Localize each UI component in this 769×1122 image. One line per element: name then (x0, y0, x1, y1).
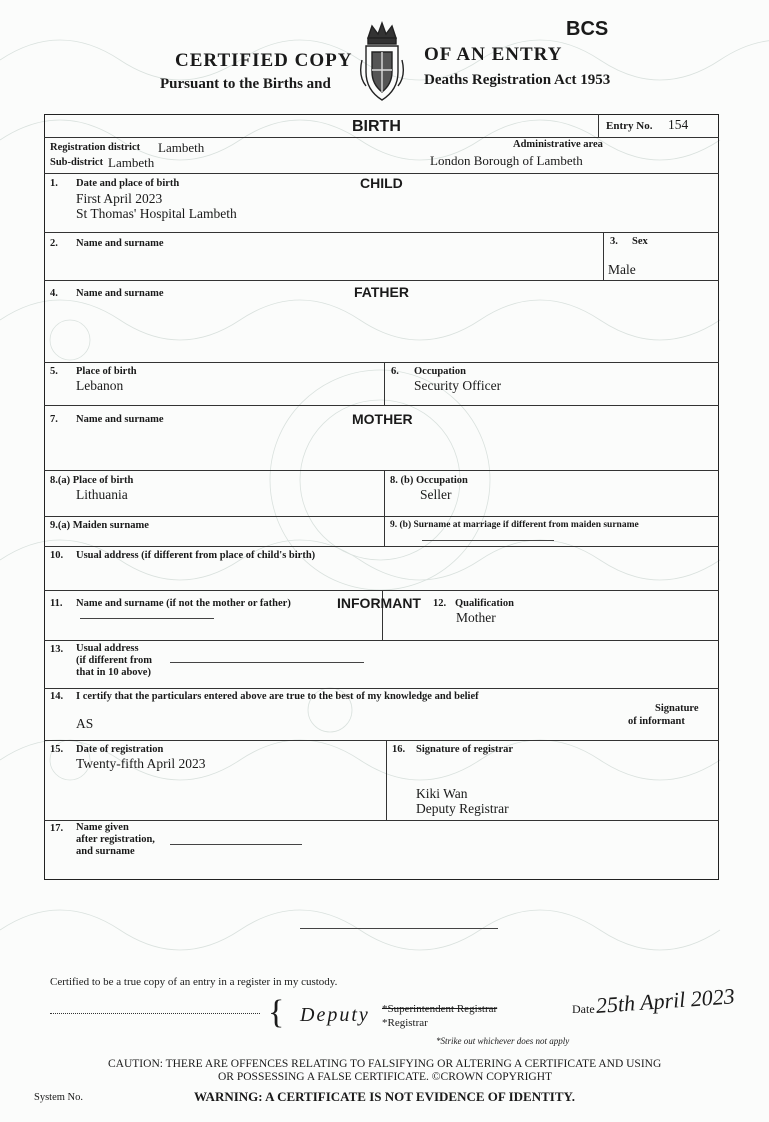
informant-initials-value: AS (76, 716, 94, 731)
sex-value: Male (608, 262, 636, 277)
informant-heading: INFORMANT (337, 595, 421, 611)
certified-statement: Certified to be a true copy of an entry in a register in my custody. (50, 976, 338, 988)
field-16-label: Signature of registrar (416, 744, 514, 755)
birth-date-value: First April 2023 (76, 191, 163, 206)
caution-line-1: CAUTION: THERE ARE OFFENCES RELATING TO FALSIFYING OR ALTERING A CERTIFICATE AND USING (108, 1058, 662, 1070)
handwritten-signature: Deputy (300, 1004, 370, 1026)
field-9a-label: 9.(a) Maiden surname (50, 520, 149, 531)
registrar-name-value: Kiki Wan (416, 786, 468, 801)
signature-brace: { (268, 994, 285, 1031)
field-7-label: Name and surname (76, 414, 164, 425)
handwritten-date: 25th April 2023 (595, 983, 736, 1018)
field-17-label-line2: after registration, (76, 834, 155, 845)
field-7-number: 7. (50, 414, 58, 425)
father-heading: FATHER (354, 284, 409, 300)
title-right: OF AN ENTRY (424, 44, 563, 65)
field-2-number: 2. (50, 238, 58, 249)
field-11-number: 11. (50, 598, 63, 609)
birth-place-value: St Thomas' Hospital Lambeth (76, 206, 237, 221)
field-8a-label: 8.(a) Place of birth (50, 475, 134, 486)
field-5-label: Place of birth (76, 366, 137, 377)
field-12-number: 12. (433, 598, 447, 609)
field-6-number: 6. (391, 366, 399, 377)
field-17-number: 17. (50, 823, 64, 834)
registrar-option: *Registrar (382, 1017, 428, 1029)
field-14-number: 14. (50, 691, 64, 702)
royal-crest-icon (358, 20, 406, 104)
certifier-dotted-line (50, 1013, 260, 1014)
field-8b-label: 8. (b) Occupation (390, 475, 468, 486)
field-15-label: Date of registration (76, 744, 164, 755)
field-16-number: 16. (392, 744, 406, 755)
child-heading: CHILD (360, 175, 403, 191)
field-4-number: 4. (50, 288, 58, 299)
field-13-label-line3: that in 10 above) (76, 667, 151, 678)
field-15-number: 15. (50, 744, 64, 755)
subdistrict-value: Lambeth (108, 155, 155, 170)
admin-area-label: Administrative area (513, 139, 603, 150)
subtitle-right: Deaths Registration Act 1953 (424, 72, 611, 88)
field-4-label: Name and surname (76, 288, 164, 299)
field-2-label: Name and surname (76, 238, 164, 249)
subdistrict-label: Sub-district (50, 157, 104, 168)
field-3-label: Sex (632, 236, 648, 247)
subtitle-left: Pursuant to the Births and (160, 76, 331, 92)
mother-occupation-value: Seller (420, 487, 452, 502)
informant-signature-label-line2: of informant (628, 716, 685, 727)
entry-no-label: Entry No. (606, 120, 653, 132)
field-17-label-line1: Name given (76, 822, 129, 833)
field-10-label: Usual address (if different from place of child's birth) (76, 550, 316, 561)
field-13-label-line2: (if different from (76, 655, 153, 666)
field-5-number: 5. (50, 366, 58, 377)
field-1-label: Date and place of birth (76, 178, 180, 189)
superintendent-registrar-struck: *Superintendent Registrar (382, 1003, 498, 1015)
entry-no-value: 154 (668, 117, 689, 132)
informant-signature-label-line1: Signature (655, 703, 699, 714)
caution-line-2: OR POSSESSING A FALSE CERTIFICATE. ©CROWN COPYRIGHT (218, 1071, 553, 1083)
title-left: CERTIFIED COPY (175, 50, 353, 71)
mother-birth-place-value: Lithuania (76, 487, 128, 502)
registrar-title-value: Deputy Registrar (416, 801, 509, 816)
identity-warning: WARNING: A CERTIFICATE IS NOT EVIDENCE OF IDENTITY. (194, 1089, 575, 1104)
system-number-label: System No. (34, 1092, 84, 1103)
date-label: Date (572, 1002, 595, 1016)
field-17-label-line3: and surname (76, 846, 135, 857)
district-label: Registration district (50, 142, 141, 153)
mother-heading: MOTHER (352, 411, 413, 427)
field-3-number: 3. (610, 236, 618, 247)
field-11-label: Name and surname (if not the mother or father) (76, 598, 291, 609)
strike-out-note: *Strike out whichever does not apply (436, 1036, 570, 1046)
father-birth-place-value: Lebanon (76, 378, 124, 393)
district-value: Lambeth (158, 140, 205, 155)
registration-date-value: Twenty-fifth April 2023 (76, 756, 206, 771)
field-13-number: 13. (50, 644, 64, 655)
field-13-label-line1: Usual address (76, 643, 139, 654)
field-6-label: Occupation (414, 366, 466, 377)
field-10-number: 10. (50, 550, 64, 561)
field-12-label: Qualification (455, 598, 514, 609)
field-1-number: 1. (50, 178, 58, 189)
father-occupation-value: Security Officer (414, 378, 502, 393)
field-9b-label: 9. (b) Surname at marriage if different from maiden surname (390, 520, 639, 530)
form-code: BCS (566, 18, 609, 40)
divider-line (300, 928, 498, 929)
field-14-label: I certify that the particulars entered above are true to the best of my knowledge and belief (76, 691, 479, 702)
admin-area-value: London Borough of Lambeth (430, 153, 583, 168)
birth-heading: BIRTH (352, 118, 401, 135)
informant-qualification-value: Mother (456, 610, 496, 625)
